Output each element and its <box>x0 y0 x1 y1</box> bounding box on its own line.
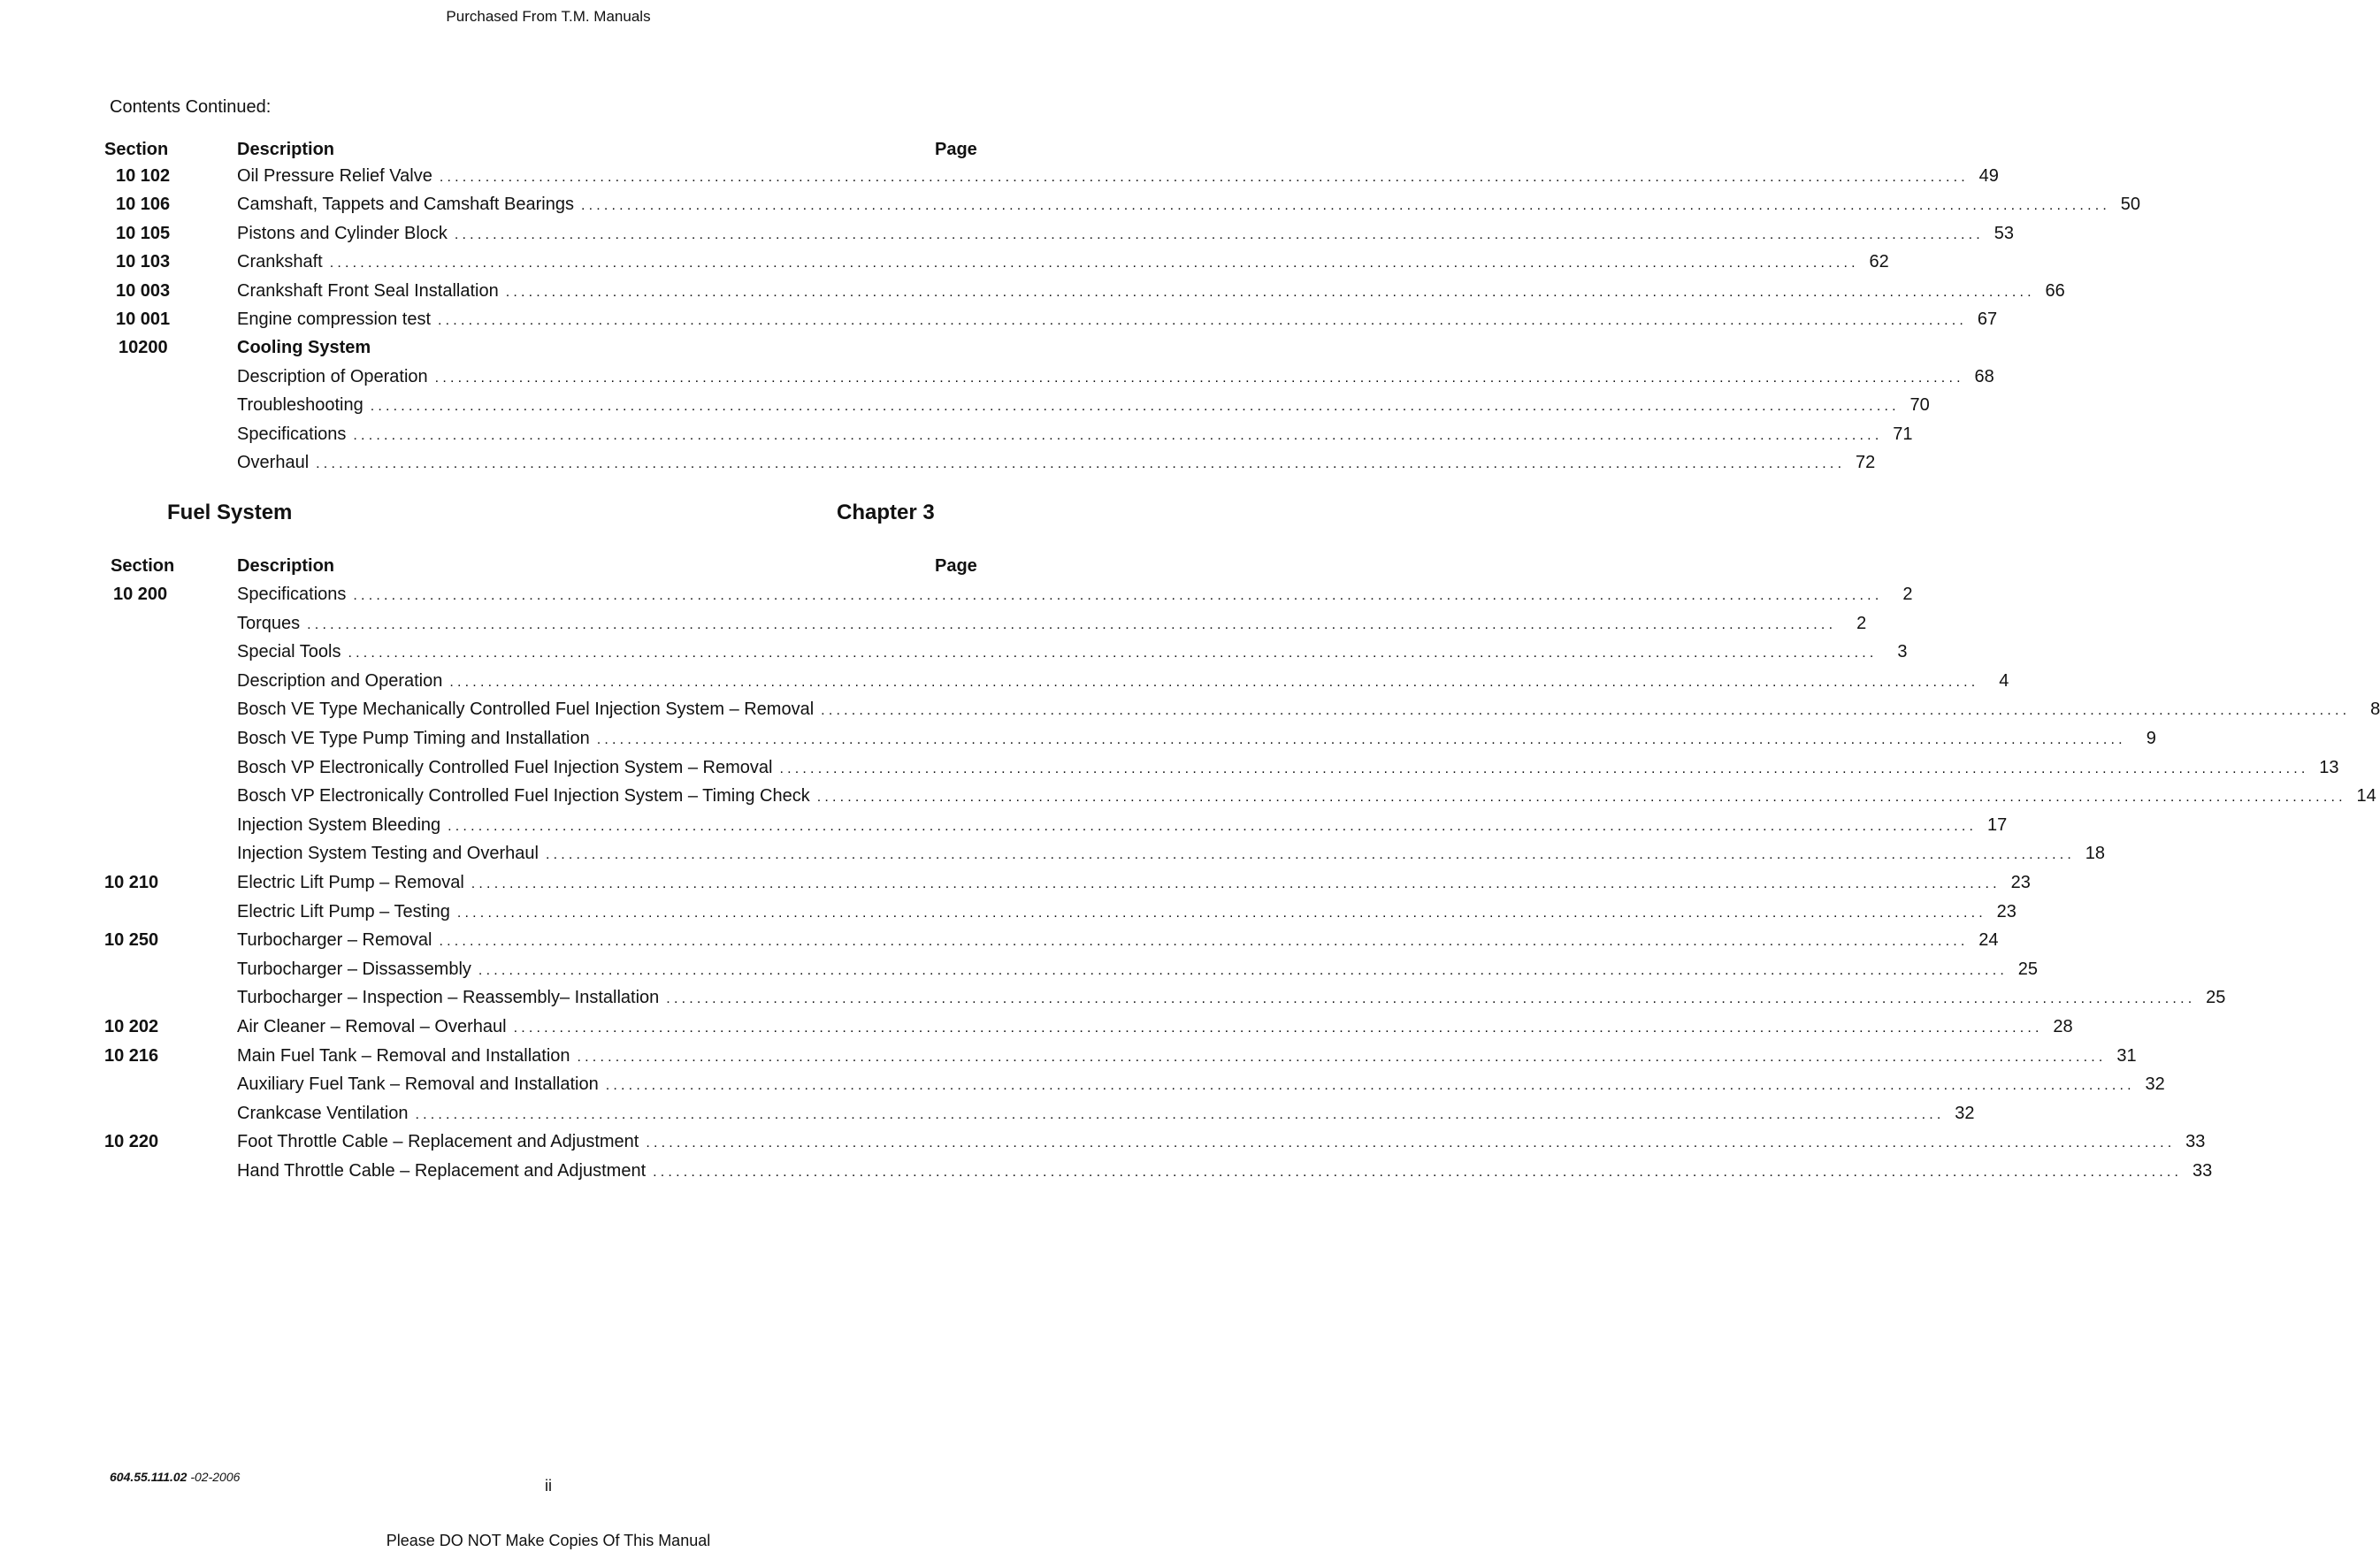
toc-description: Crankcase Ventilation <box>237 1103 409 1123</box>
toc-row <box>0 424 1913 453</box>
toc-description: Turbocharger – Removal <box>237 930 432 951</box>
toc-row <box>0 280 2065 310</box>
table1-col-page: Page <box>935 140 977 159</box>
dot-leader: ........................................................................................................................................................................................................ <box>513 1021 2043 1036</box>
toc-description: Bosch VP Electronically Controlled Fuel Injection System – Timing Check <box>237 786 810 807</box>
toc-description: Oil Pressure Relief Valve <box>237 166 432 186</box>
toc-description: Description and Operation <box>237 670 443 691</box>
toc-description: Special Tools <box>237 642 341 662</box>
toc-page-number: 49 <box>1978 166 1999 186</box>
toc-row <box>0 195 2141 223</box>
toc-page-number: 24 <box>1978 930 1999 951</box>
toc-row <box>0 642 1908 670</box>
toc-page-number: 2 <box>1902 585 1913 604</box>
dot-leader: ........................................................................................................................................................................................................ <box>307 616 1837 632</box>
dot-leader: ........................................................................................................................................................................................................ <box>646 1135 2176 1151</box>
toc-row <box>0 988 2226 1016</box>
dot-leader: ........................................................................................................................................................................................................ <box>596 732 2126 747</box>
toc-description: Bosch VP Electronically Controlled Fuel Injection System – Removal <box>237 757 773 777</box>
dot-leader: ........................................................................................................................................................................................................ <box>370 399 1900 415</box>
dot-leader: ........................................................................................................................................................................................................ <box>821 703 2351 719</box>
toc-section-number: 10 250 <box>104 930 159 951</box>
document-date: -02-2006 <box>190 1470 241 1484</box>
toc-page-number: 18 <box>2085 844 2105 864</box>
toc-section-number: 10 216 <box>104 1045 159 1066</box>
dot-leader: ........................................................................................................................................................................................................ <box>348 646 1878 661</box>
toc-row <box>0 729 2156 757</box>
table1-col-description: Description <box>237 140 335 159</box>
chapter-label: Chapter 3 <box>837 501 935 524</box>
toc-row <box>0 613 1867 642</box>
contents-continued-label: Contents Continued: <box>110 97 272 117</box>
toc-row <box>0 873 2031 901</box>
toc-description: Turbocharger – Dissassembly <box>237 959 471 979</box>
dot-leader: ........................................................................................................................................................................................................ <box>329 256 1859 271</box>
toc-page-number: 33 <box>2192 1161 2213 1181</box>
dot-leader: ........................................................................................................................................................................................................ <box>439 170 1969 185</box>
toc-description: Injection System Bleeding <box>237 814 441 835</box>
toc-section-number: 10 103 <box>116 252 171 272</box>
toc-row <box>0 395 1930 424</box>
toc-page-number: 4 <box>1999 670 2009 691</box>
toc-description: Hand Throttle Cable – Replacement and Adjustment <box>237 1161 647 1181</box>
table2-col-description: Description <box>237 556 335 576</box>
toc-row <box>0 844 2105 872</box>
toc-description: Specifications <box>237 585 347 604</box>
toc-page-number: 25 <box>2206 988 2226 1008</box>
toc-page-number: 2 <box>1856 613 1867 633</box>
toc-section-number: 10 202 <box>104 1017 159 1036</box>
dot-leader: ........................................................................................................................................................................................................ <box>577 1049 2107 1065</box>
dot-leader: ........................................................................................................................................................................................................ <box>438 313 1968 328</box>
toc-row <box>0 1045 2137 1074</box>
toc-row <box>0 670 2009 700</box>
toc-section-number: 10 102 <box>116 166 171 186</box>
toc-section-number: 10 200 <box>113 585 168 604</box>
toc-page-number: 31 <box>2116 1045 2137 1066</box>
toc-page-number: 25 <box>2017 959 2038 979</box>
toc-page-number: 13 <box>2319 757 2339 777</box>
toc-row <box>0 338 1097 366</box>
toc-page-number: 53 <box>1994 223 2014 243</box>
dot-leader: ........................................................................................................................................................................................................ <box>779 761 2309 776</box>
toc-description: Main Fuel Tank – Removal and Installation <box>237 1045 570 1066</box>
toc-row <box>0 959 2038 988</box>
toc-row <box>0 1074 2165 1103</box>
toc-row <box>0 1103 1975 1132</box>
footer-notice: Please DO NOT Make Copies Of This Manual <box>386 1532 711 1549</box>
toc-row <box>0 700 2380 728</box>
toc-section-number: 10 105 <box>116 223 171 243</box>
dot-leader: ........................................................................................................................................................................................................ <box>353 427 1883 443</box>
toc-description: Description of Operation <box>237 366 428 386</box>
toc-page-number: 28 <box>2053 1017 2073 1036</box>
toc-section-number: 10 210 <box>104 873 159 892</box>
toc-page-number: 23 <box>2010 873 2031 892</box>
dot-leader: ........................................................................................................................................................................................................ <box>454 226 1984 242</box>
toc-description: Crankshaft Front Seal Installation <box>237 280 499 301</box>
chapter-title: Fuel System <box>167 501 293 524</box>
toc-description: Bosch VE Type Pump Timing and Installation <box>237 729 590 748</box>
toc-description: Troubleshooting <box>237 395 364 416</box>
toc-description: Specifications <box>237 424 347 444</box>
toc-description: Pistons and Cylinder Block <box>237 223 448 243</box>
toc-description: Crankshaft <box>237 252 323 272</box>
toc-group-heading: Cooling System <box>237 338 371 358</box>
toc-page-number: 68 <box>1974 366 1994 386</box>
toc-row <box>0 1017 2073 1045</box>
dot-leader: ........................................................................................................................................................................................................ <box>653 1165 2183 1180</box>
toc-section-number: 10 220 <box>104 1132 159 1152</box>
dot-leader: ........................................................................................................................................................................................................ <box>448 818 1978 834</box>
toc-description: Electric Lift Pump – Removal <box>237 873 464 892</box>
header-notice: Purchased From T.M. Manuals <box>446 8 651 25</box>
dot-leader: ........................................................................................................................................................................................................ <box>505 284 2035 300</box>
dot-leader: ........................................................................................................................................................................................................ <box>415 1106 1945 1122</box>
toc-row <box>0 453 1876 481</box>
dot-leader: ........................................................................................................................................................................................................ <box>580 198 2111 214</box>
toc-row <box>0 166 1999 195</box>
toc-page-number: 72 <box>1855 453 1876 472</box>
toc-page-number: 71 <box>1893 424 1913 444</box>
toc-row <box>0 310 1998 338</box>
toc-row <box>0 1161 2213 1189</box>
toc-row <box>0 252 1889 280</box>
toc-page-number: 23 <box>1996 901 2016 921</box>
toc-page-number: 32 <box>1955 1103 1975 1123</box>
dot-leader: ........................................................................................................................................................................................................ <box>434 370 1964 386</box>
toc-description: Auxiliary Fuel Tank – Removal and Installation <box>237 1074 599 1095</box>
dot-leader: ........................................................................................................................................................................................................ <box>666 991 2196 1007</box>
toc-row <box>0 585 1913 613</box>
toc-section-number: 10 003 <box>116 280 171 301</box>
toc-description: Camshaft, Tappets and Camshaft Bearings <box>237 195 574 215</box>
toc-description: Foot Throttle Cable – Replacement and Adjustment <box>237 1132 639 1152</box>
toc-description: Turbocharger – Inspection – Reassembly– Installation <box>237 988 660 1008</box>
dot-leader: ........................................................................................................................................................................................................ <box>449 674 1979 690</box>
toc-row <box>0 814 2008 844</box>
toc-description: Electric Lift Pump – Testing <box>237 901 450 921</box>
toc-page-number: 70 <box>1909 395 1930 416</box>
toc-description: Air Cleaner – Removal – Overhaul <box>237 1017 507 1036</box>
toc-page-number: 67 <box>1977 310 1998 329</box>
toc-page-number: 62 <box>1869 252 1889 272</box>
dot-leader: ........................................................................................................................................................................................................ <box>605 1078 2135 1094</box>
toc-description: Torques <box>237 613 301 633</box>
toc-page-number: 32 <box>2145 1074 2165 1095</box>
toc-section-number: 10 001 <box>116 310 171 329</box>
toc-description: Engine compression test <box>237 310 432 329</box>
dot-leader: ........................................................................................................................................................................................................ <box>439 934 1969 950</box>
dot-leader: ........................................................................................................................................................................................................ <box>478 962 2008 978</box>
toc-page-number: 66 <box>2045 280 2065 301</box>
toc-page-number: 17 <box>1986 814 2008 835</box>
toc-description: Bosch VE Type Mechanically Controlled Fuel Injection System – Removal <box>237 700 815 720</box>
dot-leader: ........................................................................................................................................................................................................ <box>816 790 2346 806</box>
toc-description: Overhaul <box>237 453 310 472</box>
dot-leader: ........................................................................................................................................................................................................ <box>456 905 1986 921</box>
table1-col-section: Section <box>104 140 169 159</box>
toc-page-number: 8 <box>2370 700 2380 720</box>
toc-row <box>0 1132 2206 1160</box>
table2-col-section: Section <box>111 556 175 576</box>
toc-row <box>0 757 2339 786</box>
dot-leader: ........................................................................................................................................................................................................ <box>316 456 1846 471</box>
toc-page-number: 3 <box>1897 642 1908 662</box>
toc-row <box>0 930 1999 959</box>
toc-section-number: 10 106 <box>116 195 171 215</box>
toc-page-number: 50 <box>2120 195 2141 215</box>
dot-leader: ........................................................................................................................................................................................................ <box>353 588 1883 603</box>
toc-page-number: 9 <box>2146 729 2156 748</box>
document-id: 604.55.111.02 <box>110 1470 187 1484</box>
page-number: ii <box>545 1477 552 1495</box>
toc-row <box>0 901 2016 930</box>
toc-row <box>0 223 2014 252</box>
toc-page-number: 14 <box>2356 786 2376 807</box>
toc-row <box>0 366 1994 395</box>
table2-col-page: Page <box>935 556 977 576</box>
dot-leader: ........................................................................................................................................................................................................ <box>471 876 2001 891</box>
toc-page-number: 33 <box>2185 1132 2206 1152</box>
toc-description: Injection System Testing and Overhaul <box>237 844 539 864</box>
dot-leader: ........................................................................................................................................................................................................ <box>545 847 2075 863</box>
toc-row <box>0 786 2376 814</box>
toc-section-number: 10200 <box>119 338 168 358</box>
